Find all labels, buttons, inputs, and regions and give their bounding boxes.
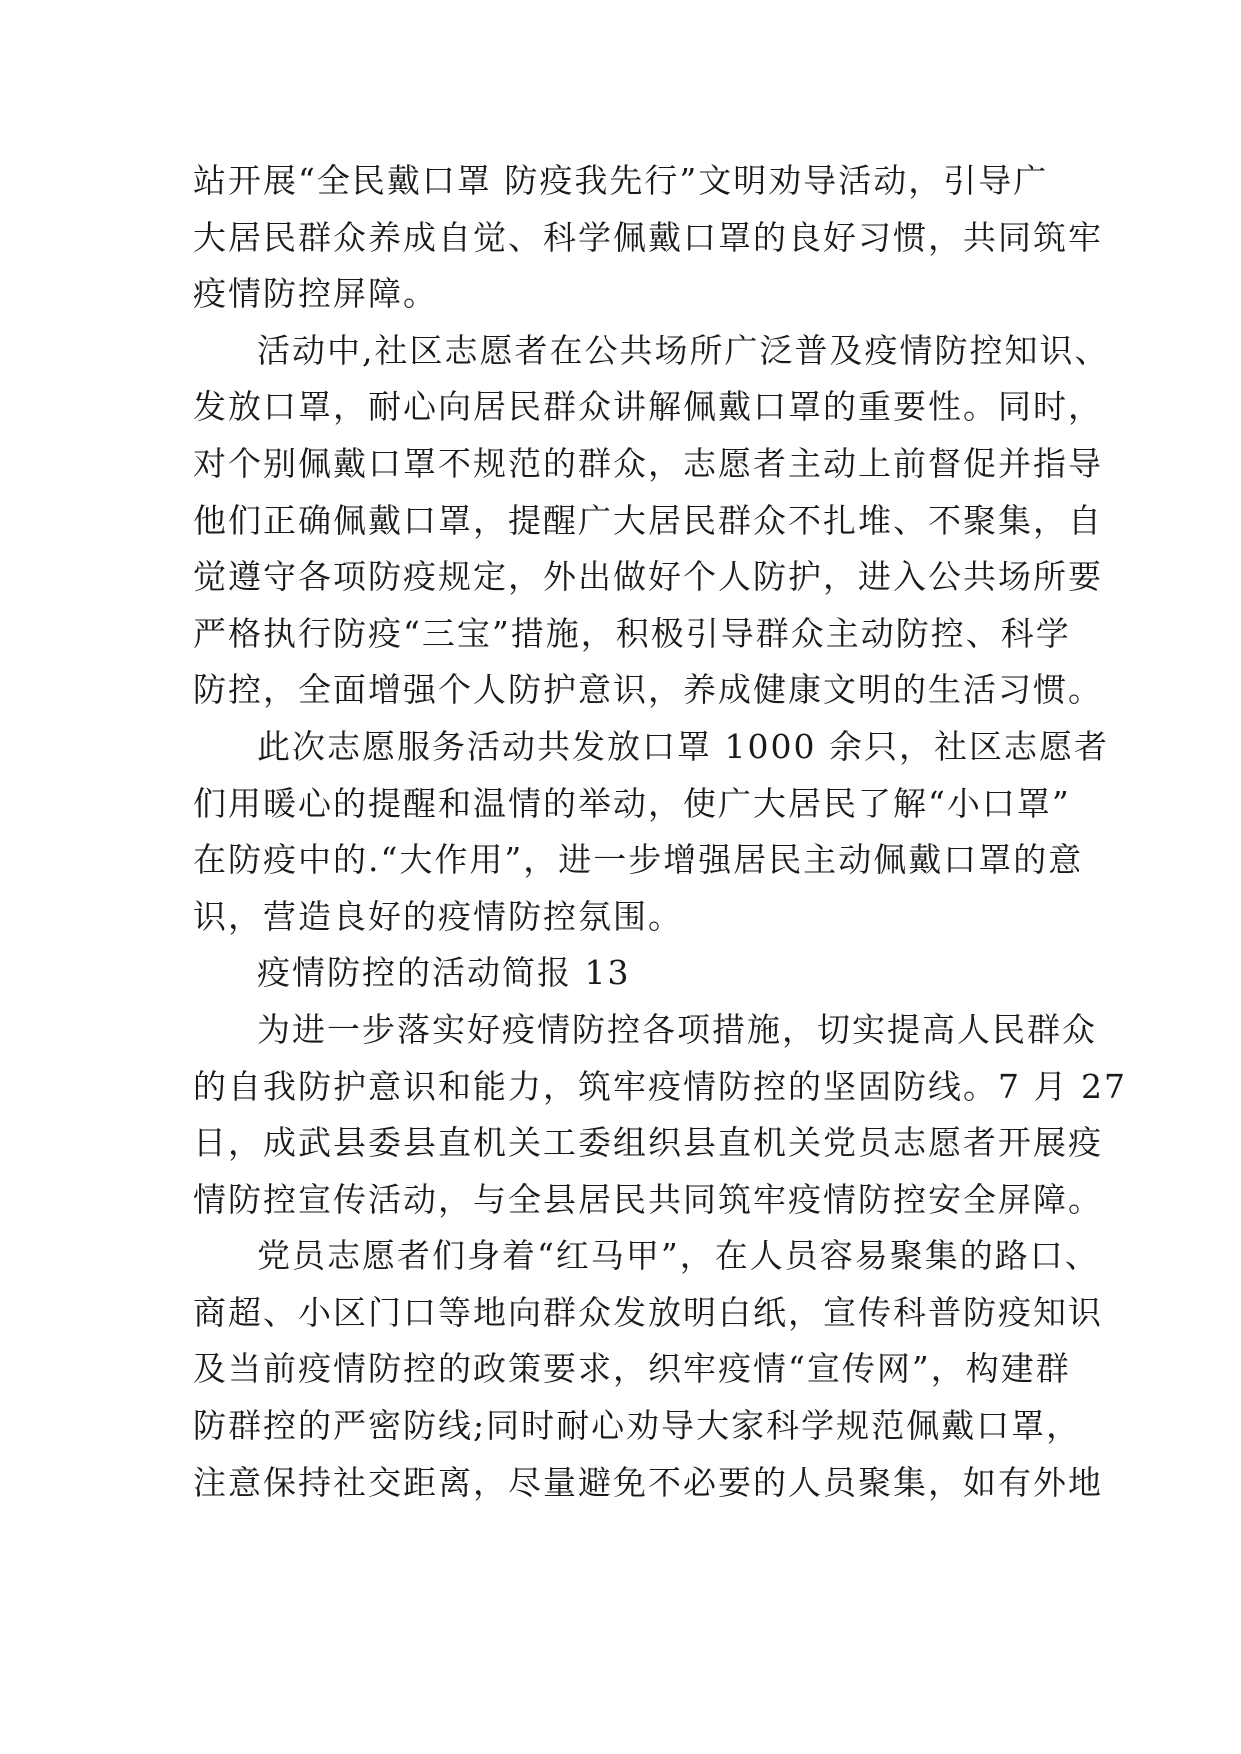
text-line: 情防控宣传活动，与全县居民共同筑牢疫情防控安全屏障。	[193, 1179, 1103, 1219]
text-line: 商超、小区门口等地向群众发放明白纸，宣传科普防疫知识	[193, 1292, 1103, 1332]
text-line: 大居民群众养成自觉、科学佩戴口罩的良好习惯，共同筑牢	[193, 217, 1103, 257]
text-line: 防群控的严密防线;同时耐心劝导大家科学规范佩戴口罩，	[193, 1406, 1082, 1446]
text-line: 站开展“全民戴口罩 防疫我先行”文明劝导活动，引导广	[193, 161, 1049, 200]
text-line: 们用暖心的提醒和温情的举动，使广大居民了解“小口罩”	[193, 783, 1071, 823]
text-line: 防控，全面增强个人防护意识，养成健康文明的生活习惯。	[193, 670, 1103, 710]
document-body	[193, 153, 1127, 1511]
text-line: 在防疫中的.“大作用”，进一步增强居民主动佩戴口罩的意	[193, 840, 1084, 880]
text-line: 对个别佩戴口罩不规范的群众，志愿者主动上前督促并指导	[193, 443, 1103, 483]
text-line: 疫情防控屏障。	[193, 274, 438, 314]
text-line: 此次志愿服务活动共发放口罩 1000 余只，社区志愿者	[257, 726, 1109, 766]
text-line: 觉遵守各项防疫规定，外出做好个人防护，进入公共场所要	[193, 557, 1103, 597]
section-heading: 疫情防控的活动简报 13	[257, 953, 631, 993]
text-line: 他们正确佩戴口罩，提醒广大居民群众不扎堆、不聚集，自	[193, 500, 1103, 540]
text-line: 活动中,社区志愿者在公共场所广泛普及疫情防控知识、	[257, 330, 1110, 370]
text-line: 为进一步落实好疫情防控各项措施，切实提高人民群众	[257, 1009, 1097, 1049]
text-line: 日，成武县委县直机关工委组织县直机关党员志愿者开展疫	[193, 1123, 1103, 1163]
text-line: 注意保持社交距离，尽量避免不必要的人员聚集，如有外地	[193, 1462, 1103, 1502]
text-line: 严格执行防疫“三宝”措施，积极引导群众主动防控、科学	[193, 613, 1071, 653]
text-line: 及当前疫情防控的政策要求，织牢疫情“宣传网”，构建群	[193, 1349, 1071, 1389]
text-line: 识，营造良好的疫情防控氛围。	[193, 896, 683, 936]
text-line: 的自我防护意识和能力，筑牢疫情防控的坚固防线。7 月 27	[193, 1066, 1127, 1106]
text-line: 党员志愿者们身着“红马甲”，在人员容易聚集的路口、	[257, 1236, 1100, 1276]
text-line: 发放口罩，耐心向居民群众讲解佩戴口罩的重要性。同时，	[193, 387, 1103, 427]
